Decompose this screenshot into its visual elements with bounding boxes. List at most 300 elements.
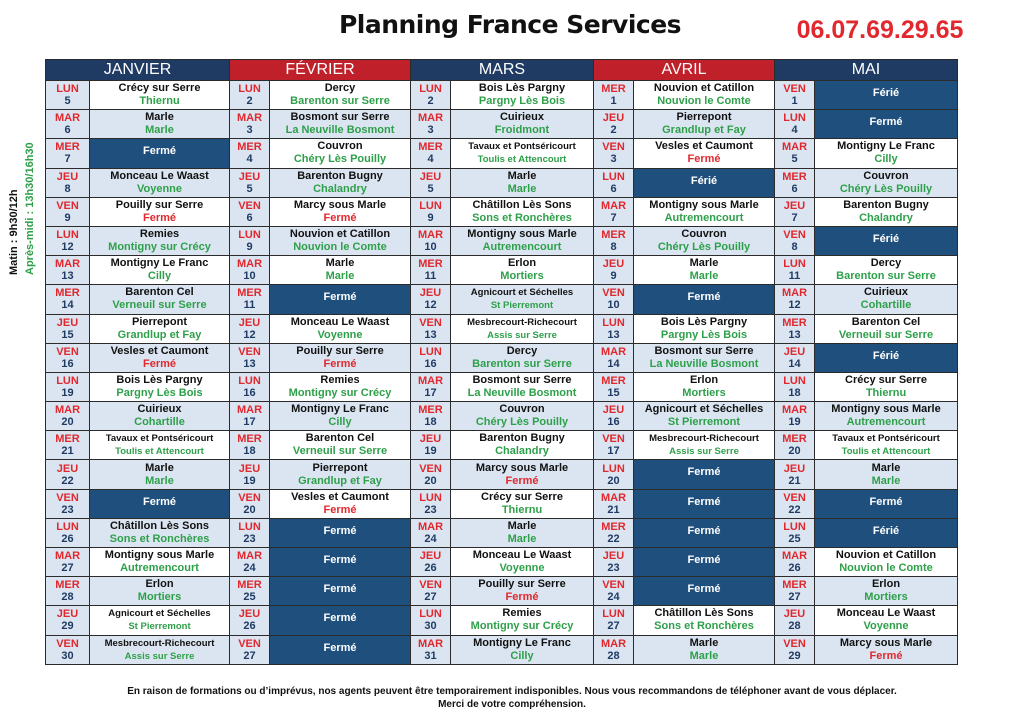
day-cell xyxy=(594,518,634,547)
location-secondary: Autremencourt xyxy=(664,211,744,224)
location-secondary: Voyenne xyxy=(136,182,183,195)
location-secondary: Assis sur Serre xyxy=(487,329,557,341)
location-secondary: Cilly xyxy=(874,153,898,166)
location-secondary: Cilly xyxy=(147,270,172,283)
day-number: 6 xyxy=(246,211,253,224)
schedule-row xyxy=(46,168,958,197)
month-header-row xyxy=(46,60,958,81)
day-name: LUN xyxy=(602,608,625,621)
day-number: 12 xyxy=(243,328,256,341)
location-cell xyxy=(451,226,594,255)
day-cell xyxy=(46,343,90,372)
day-number: 9 xyxy=(64,211,71,224)
schedule-body xyxy=(46,81,958,665)
location-primary: Crécy sur Serre xyxy=(118,82,201,95)
location-secondary: Assis sur Serre xyxy=(124,650,195,662)
day-number: 27 xyxy=(788,591,801,604)
day-name: LUN xyxy=(783,374,806,387)
location-primary: Tavaux et Pontséricourt xyxy=(105,433,214,445)
location-secondary: Cilly xyxy=(510,649,534,662)
location-secondary: Voyenne xyxy=(317,328,363,341)
day-name: MAR xyxy=(600,199,627,212)
location-secondary: Chéry Lès Pouilly xyxy=(293,153,387,166)
day-name: JEU xyxy=(783,462,806,475)
month-header: MARS xyxy=(411,60,594,81)
day-number: 22 xyxy=(61,474,74,487)
day-name: LUN xyxy=(419,83,442,96)
day-number: 10 xyxy=(243,270,256,283)
location-secondary: Mortiers xyxy=(864,591,908,604)
location-secondary: Toulis et Attencourt xyxy=(115,446,204,458)
day-number: 2 xyxy=(610,124,617,137)
location-secondary: Barenton sur Serre xyxy=(836,270,936,283)
day-name: JEU xyxy=(602,550,625,563)
day-number: 1 xyxy=(610,95,617,108)
day-number: 10 xyxy=(607,299,620,312)
location-cell xyxy=(451,460,594,489)
day-name: MER xyxy=(782,170,807,183)
day-number: 7 xyxy=(610,211,617,224)
day-number: 26 xyxy=(424,562,437,575)
day-number: 13 xyxy=(243,357,256,370)
location-primary: Montigny Le Franc xyxy=(837,140,935,153)
day-cell xyxy=(594,402,634,431)
day-number: 19 xyxy=(61,386,74,399)
location-cell xyxy=(634,402,775,431)
schedule-row xyxy=(46,314,958,343)
closed-label: Fermé xyxy=(869,495,903,508)
closed-cell xyxy=(270,577,411,606)
day-cell xyxy=(775,489,815,518)
day-cell xyxy=(230,197,270,226)
day-cell xyxy=(46,548,90,577)
schedule-row xyxy=(46,81,958,110)
location-secondary: Fermé xyxy=(687,153,721,166)
location-primary: Bosmont sur Serre xyxy=(472,373,572,386)
closed-label: Fermé xyxy=(142,145,177,158)
day-number: 9 xyxy=(246,241,253,254)
day-name: MAR xyxy=(54,112,81,125)
day-number: 20 xyxy=(243,503,256,516)
location-primary: Châtillon Lès Sons xyxy=(472,198,572,211)
closed-label: Férié xyxy=(690,174,718,187)
day-name: JEU xyxy=(56,462,79,475)
location-cell xyxy=(90,314,230,343)
day-name: MAR xyxy=(781,141,808,154)
closed-cell xyxy=(815,489,958,518)
footer-note xyxy=(0,685,1024,711)
day-number: 17 xyxy=(243,416,256,429)
closed-cell xyxy=(815,518,958,547)
location-primary: Monceau Le Waast xyxy=(472,549,572,562)
day-number: 3 xyxy=(246,124,253,137)
month-header: FÉVRIER xyxy=(230,60,411,81)
closed-cell xyxy=(815,110,958,139)
location-primary: Marle xyxy=(145,461,174,474)
day-number: 8 xyxy=(610,241,617,254)
location-secondary: Verneuil sur Serre xyxy=(292,445,388,458)
closed-label: Fermé xyxy=(323,583,357,596)
day-number: 20 xyxy=(424,474,437,487)
location-primary: Agnicourt et Séchelles xyxy=(644,403,764,416)
day-cell xyxy=(230,606,270,635)
schedule-row xyxy=(46,197,958,226)
schedule-row xyxy=(46,343,958,372)
day-cell xyxy=(46,635,90,664)
day-name: MER xyxy=(601,520,626,533)
day-cell xyxy=(775,635,815,664)
day-number: 23 xyxy=(607,562,620,575)
day-number: 5 xyxy=(427,182,434,195)
day-name: JEU xyxy=(602,404,625,417)
location-cell xyxy=(451,402,594,431)
location-cell xyxy=(451,197,594,226)
location-cell xyxy=(90,256,230,285)
day-cell xyxy=(230,548,270,577)
day-name: VEN xyxy=(602,287,625,300)
closed-label: Férié xyxy=(872,524,900,537)
location-secondary: Toulis et Attencourt xyxy=(477,154,567,166)
day-number: 25 xyxy=(788,532,801,545)
day-cell xyxy=(411,635,451,664)
location-primary: Pouilly sur Serre xyxy=(478,578,566,591)
phone-number: 06.07.69.29.65 xyxy=(796,16,964,44)
location-cell xyxy=(270,256,411,285)
day-name: LUN xyxy=(783,258,806,271)
location-secondary: La Neuville Bosmont xyxy=(285,124,395,137)
day-cell xyxy=(411,518,451,547)
location-secondary: Sons et Ronchères xyxy=(109,532,210,545)
location-cell xyxy=(270,226,411,255)
location-cell xyxy=(634,314,775,343)
schedule-row xyxy=(46,110,958,139)
day-number: 20 xyxy=(607,474,620,487)
location-secondary: Sons et Ronchères xyxy=(654,620,754,633)
day-number: 2 xyxy=(246,95,253,108)
day-name: MER xyxy=(418,258,443,271)
day-cell xyxy=(411,431,451,460)
location-secondary: Marle xyxy=(689,270,719,283)
location-secondary: Cilly xyxy=(328,416,352,429)
closed-cell xyxy=(90,139,230,168)
day-cell xyxy=(594,256,634,285)
location-cell xyxy=(815,460,958,489)
location-secondary: La Neuville Bosmont xyxy=(649,357,759,370)
day-name: MER xyxy=(55,579,80,592)
location-primary: Marcy sous Marle xyxy=(293,198,387,211)
day-name: LUN xyxy=(419,491,442,504)
day-name: MER xyxy=(782,579,807,592)
location-primary: Barenton Bugny xyxy=(297,169,383,182)
location-cell xyxy=(815,548,958,577)
day-number: 4 xyxy=(427,153,434,166)
closed-cell xyxy=(815,81,958,110)
day-name: MAR xyxy=(781,550,808,563)
location-cell xyxy=(451,577,594,606)
day-cell xyxy=(594,314,634,343)
day-cell xyxy=(411,226,451,255)
day-name: MAR xyxy=(236,550,263,563)
closed-cell xyxy=(634,168,775,197)
day-cell xyxy=(46,226,90,255)
location-cell xyxy=(90,518,230,547)
location-cell xyxy=(90,285,230,314)
day-name: MAR xyxy=(54,404,81,417)
location-secondary: Nouvion le Comte xyxy=(657,95,751,108)
location-primary: Marle xyxy=(325,257,355,270)
day-cell xyxy=(46,285,90,314)
schedule-row xyxy=(46,402,958,431)
day-cell xyxy=(411,256,451,285)
day-number: 13 xyxy=(61,270,74,283)
location-cell xyxy=(451,285,594,314)
day-number: 2 xyxy=(427,95,434,108)
day-cell xyxy=(411,285,451,314)
location-cell xyxy=(634,226,775,255)
day-number: 24 xyxy=(243,562,256,575)
day-name: JEU xyxy=(238,316,261,329)
day-name: MAR xyxy=(417,520,444,533)
location-secondary: Marle xyxy=(507,532,537,545)
location-cell xyxy=(90,197,230,226)
day-number: 8 xyxy=(791,241,798,254)
location-secondary: Voyenne xyxy=(863,620,909,633)
day-name: MER xyxy=(55,141,80,154)
day-name: VEN xyxy=(602,579,625,592)
location-secondary: Chalandry xyxy=(859,211,913,224)
location-primary: Dercy xyxy=(324,82,356,95)
closed-cell xyxy=(270,518,411,547)
location-primary: Montigny sous Marle xyxy=(104,549,215,562)
closed-cell xyxy=(634,518,775,547)
location-secondary: Thiernu xyxy=(865,386,907,399)
location-cell xyxy=(451,314,594,343)
day-name: MER xyxy=(418,404,443,417)
closed-label: Fermé xyxy=(323,641,357,654)
location-primary: Bosmont sur Serre xyxy=(290,111,390,124)
location-secondary: Mortiers xyxy=(682,386,726,399)
location-secondary: Thiernu xyxy=(139,95,180,108)
day-cell xyxy=(230,518,270,547)
day-name: VEN xyxy=(238,637,261,650)
schedule-row xyxy=(46,256,958,285)
day-cell xyxy=(594,577,634,606)
location-secondary: Pargny Lès Bois xyxy=(660,328,748,341)
day-cell xyxy=(411,402,451,431)
day-number: 29 xyxy=(61,620,74,633)
location-cell xyxy=(90,168,230,197)
location-primary: Mesbrecourt-Richecourt xyxy=(649,433,759,445)
location-cell xyxy=(634,372,775,401)
location-secondary: Pargny Lès Bois xyxy=(116,386,203,399)
location-secondary: Nouvion le Comte xyxy=(839,562,933,575)
day-name: MER xyxy=(55,287,80,300)
day-cell xyxy=(230,635,270,664)
day-number: 17 xyxy=(607,445,620,458)
day-name: MAR xyxy=(236,404,263,417)
location-cell xyxy=(451,256,594,285)
location-secondary: St Pierremont xyxy=(667,416,741,429)
location-primary: Couvron xyxy=(317,140,363,153)
month-header: MAI xyxy=(775,60,958,81)
day-number: 26 xyxy=(243,620,256,633)
month-header: AVRIL xyxy=(594,60,775,81)
day-name: MAR xyxy=(54,258,81,271)
location-cell xyxy=(270,139,411,168)
location-primary: Châtillon Lès Sons xyxy=(109,519,209,532)
day-number: 6 xyxy=(610,182,617,195)
day-name: MAR xyxy=(417,637,444,650)
location-cell xyxy=(451,372,594,401)
day-name: MER xyxy=(55,433,80,446)
location-primary: Barenton Cel xyxy=(125,286,194,299)
day-name: JEU xyxy=(783,345,806,358)
day-number: 27 xyxy=(61,562,74,575)
location-primary: Nouvion et Catillon xyxy=(653,82,755,95)
schedule-row xyxy=(46,285,958,314)
day-cell xyxy=(230,110,270,139)
location-secondary: Fermé xyxy=(869,649,903,662)
location-cell xyxy=(815,197,958,226)
day-name: VEN xyxy=(783,637,806,650)
location-primary: Marle xyxy=(507,519,537,532)
location-primary: Couvron xyxy=(499,403,545,416)
closed-cell xyxy=(815,226,958,255)
day-name: JEU xyxy=(419,170,442,183)
location-secondary: Montigny sur Crécy xyxy=(470,620,574,633)
location-cell xyxy=(634,343,775,372)
day-name: JEU xyxy=(238,608,261,621)
location-primary: Crécy sur Serre xyxy=(481,490,563,503)
day-number: 22 xyxy=(607,532,620,545)
location-cell xyxy=(451,343,594,372)
day-name: VEN xyxy=(783,83,806,96)
day-cell xyxy=(594,606,634,635)
location-cell xyxy=(270,402,411,431)
closed-cell xyxy=(634,577,775,606)
day-name: MER xyxy=(601,229,626,242)
location-secondary: Verneuil sur Serre xyxy=(838,328,934,341)
closed-label: Fermé xyxy=(687,554,721,566)
location-secondary: Montigny sur Crécy xyxy=(108,241,211,254)
location-cell xyxy=(90,606,230,635)
location-secondary: Fermé xyxy=(142,211,177,224)
closed-cell xyxy=(634,548,775,577)
day-cell xyxy=(411,548,451,577)
location-primary: Erlon xyxy=(689,373,719,386)
location-secondary: Chalandry xyxy=(313,182,367,195)
closed-cell xyxy=(634,285,775,314)
location-cell xyxy=(815,635,958,664)
location-cell xyxy=(90,81,230,110)
location-primary: Marle xyxy=(145,111,174,124)
location-cell xyxy=(634,606,775,635)
day-cell xyxy=(411,489,451,518)
day-number: 12 xyxy=(424,299,437,312)
day-number: 5 xyxy=(64,95,71,108)
schedule-row xyxy=(46,577,958,606)
page-title: Planning France Services xyxy=(338,10,682,39)
location-primary: Bosmont sur Serre xyxy=(654,344,754,357)
location-cell xyxy=(451,431,594,460)
day-number: 17 xyxy=(424,386,437,399)
day-number: 19 xyxy=(243,474,256,487)
day-cell xyxy=(411,606,451,635)
day-cell xyxy=(775,81,815,110)
location-primary: Bois Lès Pargny xyxy=(116,373,203,386)
location-primary: Monceau Le Waast xyxy=(290,315,390,328)
location-primary: Vesles et Caumont xyxy=(110,344,209,357)
schedule-row xyxy=(46,606,958,635)
location-secondary: Montigny sur Crécy xyxy=(288,386,392,399)
location-cell xyxy=(270,314,411,343)
day-name: MER xyxy=(237,433,262,446)
day-number: 18 xyxy=(424,416,437,429)
day-name: VEN xyxy=(602,433,625,446)
day-name: JEU xyxy=(783,199,806,212)
location-secondary: La Neuville Bosmont xyxy=(467,386,577,399)
location-cell xyxy=(634,635,775,664)
footer-thanks: Merci de votre compréhension. xyxy=(438,699,586,710)
location-cell xyxy=(90,577,230,606)
day-number: 9 xyxy=(610,270,617,283)
day-cell xyxy=(594,285,634,314)
day-cell xyxy=(775,168,815,197)
day-number: 22 xyxy=(788,503,801,516)
day-name: LUN xyxy=(602,462,625,475)
day-name: MER xyxy=(237,141,262,154)
day-number: 16 xyxy=(243,386,256,399)
location-secondary: Thiernu xyxy=(501,503,543,516)
day-name: LUN xyxy=(56,83,79,96)
day-name: LUN xyxy=(602,170,625,183)
day-number: 1 xyxy=(791,95,798,108)
day-cell xyxy=(411,372,451,401)
day-number: 13 xyxy=(607,328,620,341)
day-cell xyxy=(775,548,815,577)
day-number: 11 xyxy=(243,299,256,312)
day-name: LUN xyxy=(783,112,806,125)
closed-cell xyxy=(270,548,411,577)
day-name: MAR xyxy=(417,374,444,387)
location-primary: Vesles et Caumont xyxy=(291,490,389,503)
day-cell xyxy=(775,372,815,401)
day-number: 23 xyxy=(243,532,256,545)
location-secondary: Barenton sur Serre xyxy=(472,357,572,370)
day-cell xyxy=(594,372,634,401)
day-name: LUN xyxy=(56,229,79,242)
day-cell xyxy=(411,314,451,343)
location-primary: Cuirieux xyxy=(499,111,544,124)
day-number: 13 xyxy=(424,328,437,341)
day-cell xyxy=(46,402,90,431)
day-name: VEN xyxy=(419,579,442,592)
day-cell xyxy=(594,81,634,110)
day-cell xyxy=(46,372,90,401)
month-header: JANVIER xyxy=(46,60,230,81)
day-cell xyxy=(46,460,90,489)
location-cell xyxy=(270,168,411,197)
location-primary: Couvron xyxy=(863,169,909,182)
location-primary: Montigny Le Franc xyxy=(110,257,209,270)
closed-cell xyxy=(634,460,775,489)
day-name: VEN xyxy=(238,345,261,358)
day-cell xyxy=(594,460,634,489)
location-cell xyxy=(815,402,958,431)
location-secondary: Voyenne xyxy=(499,562,545,575)
location-secondary: Froidmont xyxy=(494,124,550,137)
day-cell xyxy=(230,139,270,168)
